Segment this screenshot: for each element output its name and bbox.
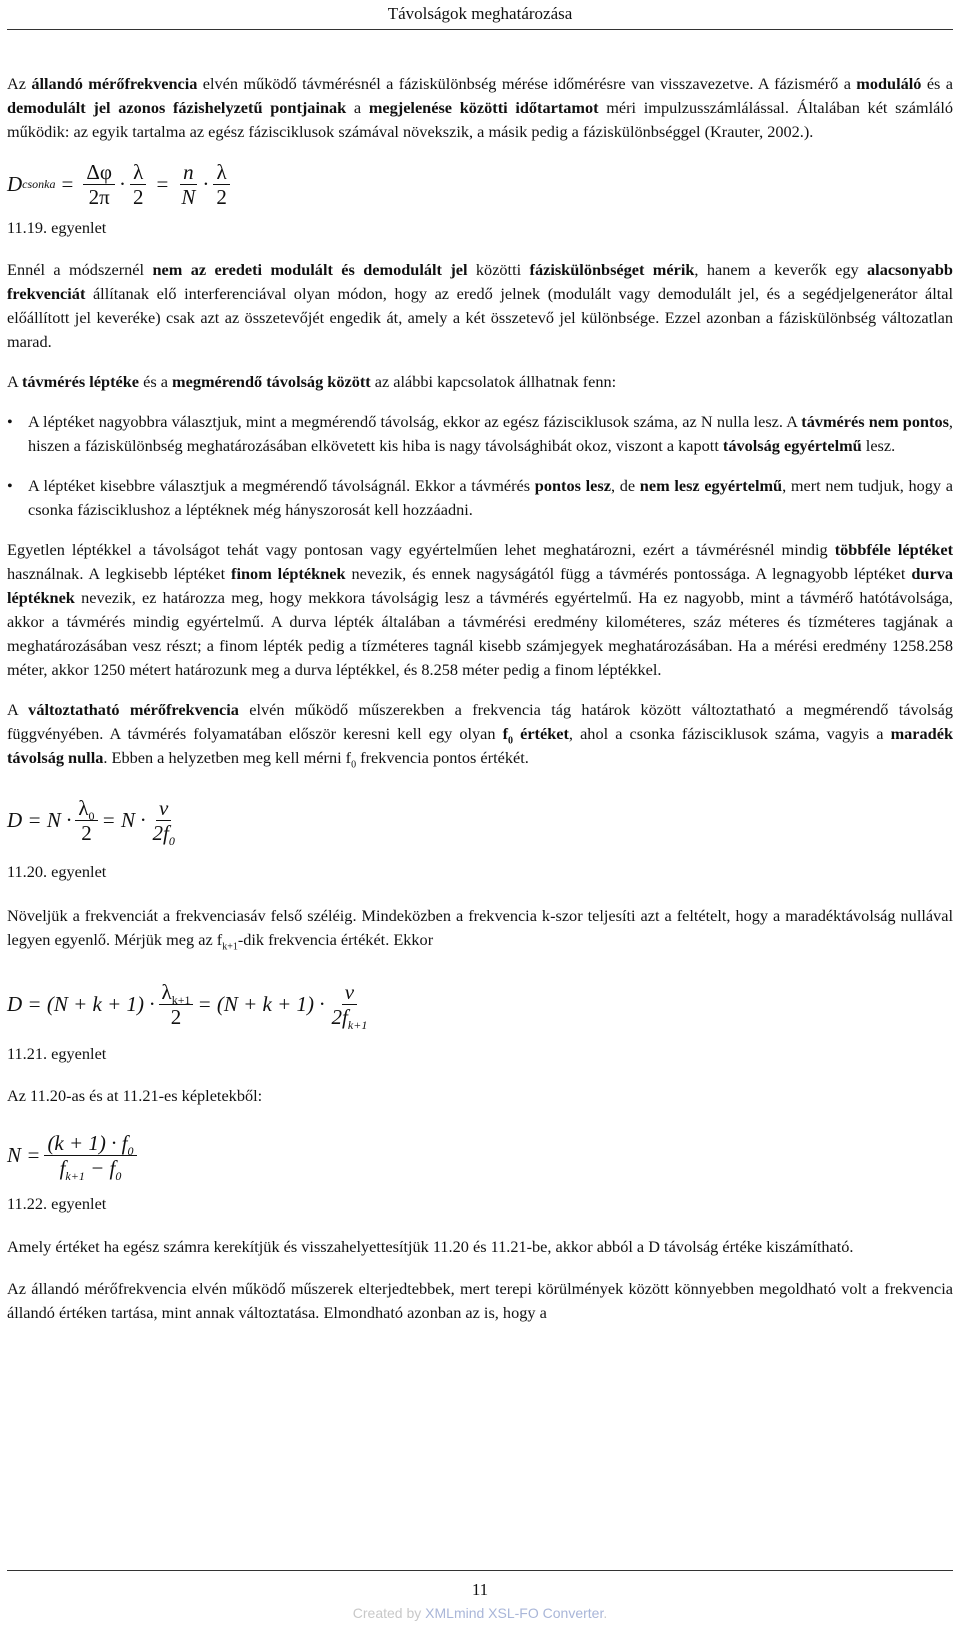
page-number: 11 [471, 1580, 489, 1599]
bullet-icon: • [7, 412, 13, 431]
converter-credit: Created by XMLmind XSL-FO Converter. [352, 1605, 608, 1621]
paragraph-conclusion: Az állandó mérőfrekvencia elvén működő műszerek elterjedtebbek, mert terepi körülmények között könnyebben megoldható volt a frekvencia állandó értéken tartása, mint annak változtatása. Elmondható azonban az is, hogy a [7, 1279, 953, 1322]
equation-11-19: D csonka = $\frac{\Delta\varphi}{2\pi}$ · $\frac{\lambda}{2}$ = $\frac{n}{N}$ · $\frac{\lambda}{2}$ [7, 156, 953, 212]
footer-rule [7, 1570, 953, 1571]
paragraph-scales: Egyetlen léptékkel a távolságot tehát vagy pontosan vagy egyértelműen lehet meghatározni, ezért a távmérésnél mindig többféle léptéket használnak. A legkisebb léptéket finom léptéknek nevezik, és ennek nagyságától függ a távmérés pontossága. A legnagyobb léptéket durva léptéknek nevezik, ez határozza meg, hogy mekkora távolságig lesz a távmérés egyértelmű. Ha ez nagyobb, mint a távmérő hatótávolsága, akkor a távmérés mindig egyértelmű. A durva lépték általában a távmérési eredmény kilométeres, száz méteres és tízméteres tagjának a meghatározásában vesz részt; a finom lépték pedig a tízméteres tagnál kisebb számjegyek meghatározásában. Ha a mérési eredmény 1258.258 méter, akkor 1250 métert határozunk meg a durva léptékkel, és 8.258 méter pedig a finom léptékkel. [7, 540, 953, 679]
list-item: • A léptéket kisebbre választjuk a megmérendő távolságnál. Ekkor a távmérés pontos lesz, de nem lesz egyértelmű, mert nem tudjuk, hogy a csonka fázisciklushoz a léptéknek még hányszorosát kell hozzáadni. [7, 476, 953, 519]
paragraph-rounding: Amely értéket ha egész számra kerekítjük és visszahelyettesítjük 11.20 és 11.21-be, akkor abból a D távolság értéke kiszámítható. [7, 1237, 854, 1256]
equation-11-22: N = $\frac{(k + 1) \cdot f_0}{f_{k+1} - f_0}$ [7, 1124, 953, 1186]
equation-11-21: D = (N + k + 1) · $\frac{\lambda_{k+1}}{2}$ = (N + k + 1) · $\frac{v}{2f_{k+1}}$ [7, 979, 368, 1032]
equation-11-20: D = N · $\frac{\lambda_0}{2}$ = N · $\frac{v}{2f_0}$ [7, 795, 175, 848]
converter-link[interactable]: XMLmind XSL-FO Converter [425, 1605, 604, 1621]
paragraph-increase-frequency: Növeljük a frekvenciát a frekvenciasáv felső széléig. Mindeközben a frekvencia k-szor teljesíti azt a feltételt, hogy a maradéktávolság nullával legyen egyenlő. Mérjük meg az $f_{k+1}$-dik frekvencia értékét. Ekkor [7, 906, 953, 953]
equation-label: 11.20. egyenlet [7, 862, 107, 881]
header-rule [7, 29, 953, 30]
bullet-icon: • [7, 476, 13, 495]
paragraph-from-formulas: Az 11.20-as és at 11.21-es képletekből: [7, 1086, 263, 1105]
equation-label: 11.22. egyenlet [7, 1194, 107, 1213]
paragraph-method: Ennél a módszernél nem az eredeti modulált és demodulált jel közötti fáziskülönbséget mérik, hanem a keverők egy alacsonyabb frekvenciát állítanak elő interferenciával olyan módon, hogy az eredő jelnek (modulált vagy demodulált jel, és a segédjelgenerátor által előállított jel keveréke) csak azt az összetevőjét engedik át, amely a két összetevő jel különbsége. Ezzel azonban a fáziskülönbség változatlan marad. [7, 260, 953, 351]
header-title: Távolságok meghatározása [387, 4, 573, 23]
equation-label: 11.21. egyenlet [7, 1044, 107, 1063]
list-item: • A léptéket nagyobbra választjuk, mint a megmérendő távolság, ekkor az egész fázisciklusok száma, az N nulla lesz. A távmérés nem pontos, hiszen a fáziskülönbség meghatározásában elkövetett kis hiba is nagy távolsághibát okoz, viszont a kapott távolság egyértelmű lesz. [7, 412, 953, 455]
equation-label: 11.19. egyenlet [7, 218, 107, 237]
paragraph-relations: A távmérés léptéke és a megmérendő távolság között az alábbi kapcsolatok állhatnak fenn: [7, 372, 617, 391]
paragraph-variable-frequency: A változtatható mérőfrekvencia elvén működő műszerekben a frekvencia tág határok között változtatható a megmérendő távolság függvényében. A távmérés folyamatában először keresni kell egy olyan $f_0$ értéket, ahol a csonka fázisciklusok száma, vagyis a maradék távolság nulla. Ebben a helyzetben meg kell mérni $f_0$ frekvencia pontos értékét. [7, 700, 953, 771]
paragraph-constant-frequency: Az állandó mérőfrekvencia elvén működő távmérésnél a fáziskülönbség mérése időmérésre van visszavezetve. A fázismérő a moduláló és a demodulált jel azonos fázishelyzetű pontjainak a megjelenése közötti időtartamot méri impulzusszámlálással. Általában két számláló működik: az egyik tartalma az egész fázisciklusok számával növekszik, a másik pedig a fáziskülönbséggel (Krauter, 2002.). [7, 74, 954, 141]
page-content [7, 71, 953, 1325]
page-header [0, 0, 960, 30]
